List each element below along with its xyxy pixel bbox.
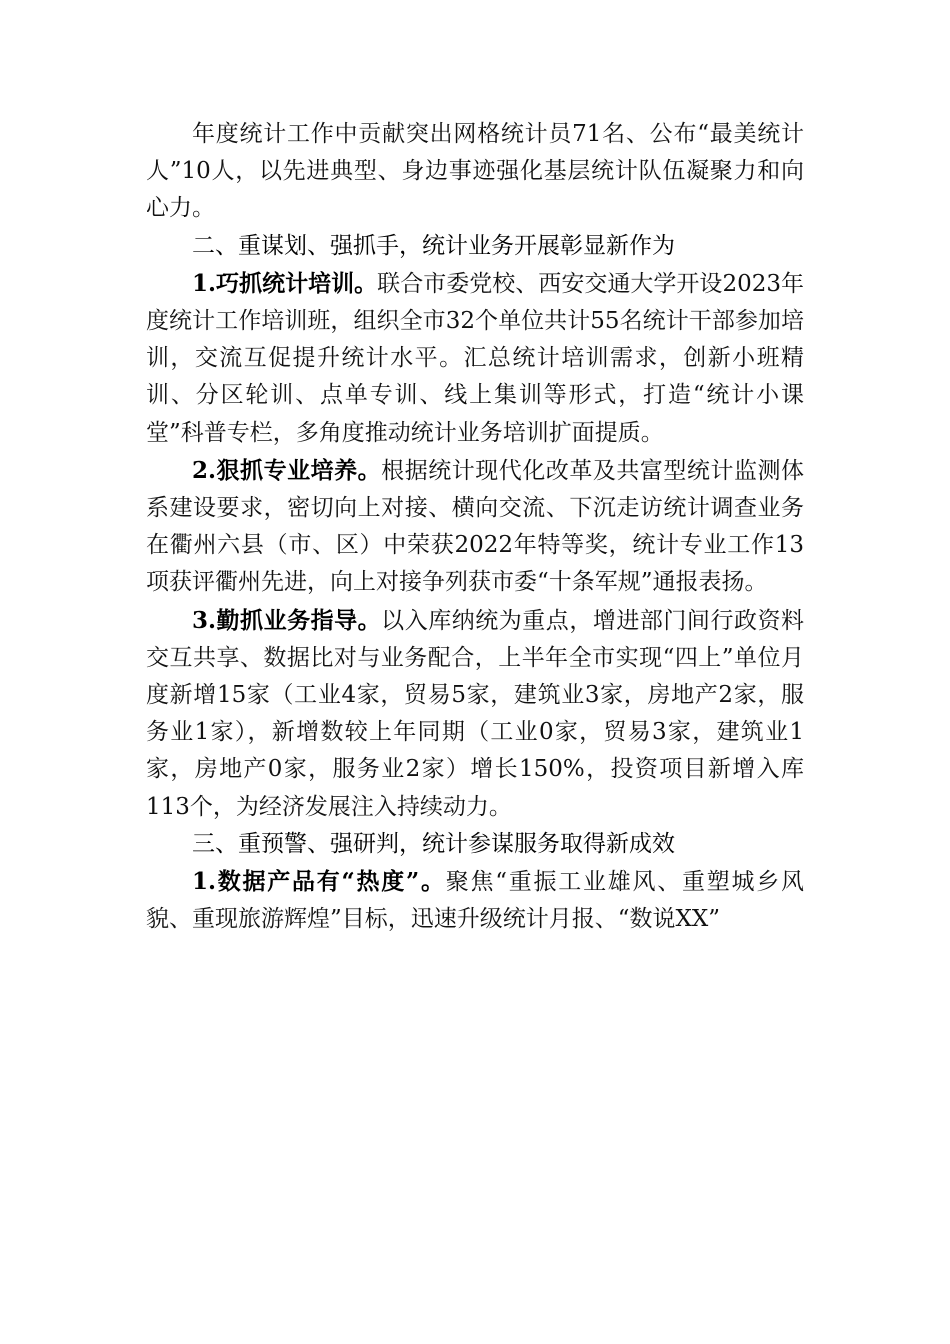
paragraph-professional [146, 452, 804, 602]
item-text-training: 联合市委党校、西安交通大学开设2023年度统计工作培训班，组织全市32个单位共计55名统计干部参加培训，交流互促提升统计水平。汇总统计培训需求，创新小班精训、分区轮训、点单专训、线上集训等形式，打造“统计小课堂”科普专栏，多角度推动统计业务培训扩面提质。 [146, 270, 804, 446]
item-text-data-products: 聚焦“重振工业雄风、重塑城乡风貌、重现旅游辉煌”目标，迅速升级统计月报、“数说XX” [146, 869, 804, 933]
paragraph-guidance [146, 602, 804, 826]
item-text-guidance: 以入库纳统为重点，增进部门间行政资料交互共享、数据比对与业务配合，上半年全市实现“四上”单位月度新增15家（工业4家，贸易5家，建筑业3家，房地产2家，服务业1家），新增数较上年同期（工业0家，贸易3家，建筑业1家，房地产0家，服务业2家）增长150%，投资项目新增入库113个，为经济发展注入持续动力。 [146, 607, 805, 820]
item-lead-training: 1.巧抓统计培训。 [192, 269, 378, 297]
section-heading-two: 二、重谋划、强抓手，统计业务开展彰显新作为 [192, 232, 675, 259]
document-body [146, 116, 804, 938]
paragraph-grid-statisticians: 年度统计工作中贡献突出网格统计员71名、公布“最美统计人”10人，以先进典型、身边事迹强化基层统计队伍凝聚力和向心力。 [146, 121, 804, 222]
item-lead-guidance: 3.勤抓业务指导。 [192, 606, 382, 634]
paragraph-data-products [146, 863, 804, 938]
section-heading-three: 三、重预警、强研判，统计参谋服务取得新成效 [192, 830, 675, 857]
item-text-professional: 根据统计现代化改革及共富型统计监测体系建设要求，密切向上对接、横向交流、下沉走访统计调查业务在衢州六县（市、区）中荣获2022年特等奖，统计专业工作13项获评衢州先进，向上对接争列获市委“十条军规”通报表扬。 [146, 457, 805, 596]
item-lead-professional: 2.狠抓专业培养。 [192, 456, 382, 484]
item-lead-data-products: 1.数据产品有“热度”。 [192, 868, 446, 896]
paragraph-training [146, 265, 804, 452]
